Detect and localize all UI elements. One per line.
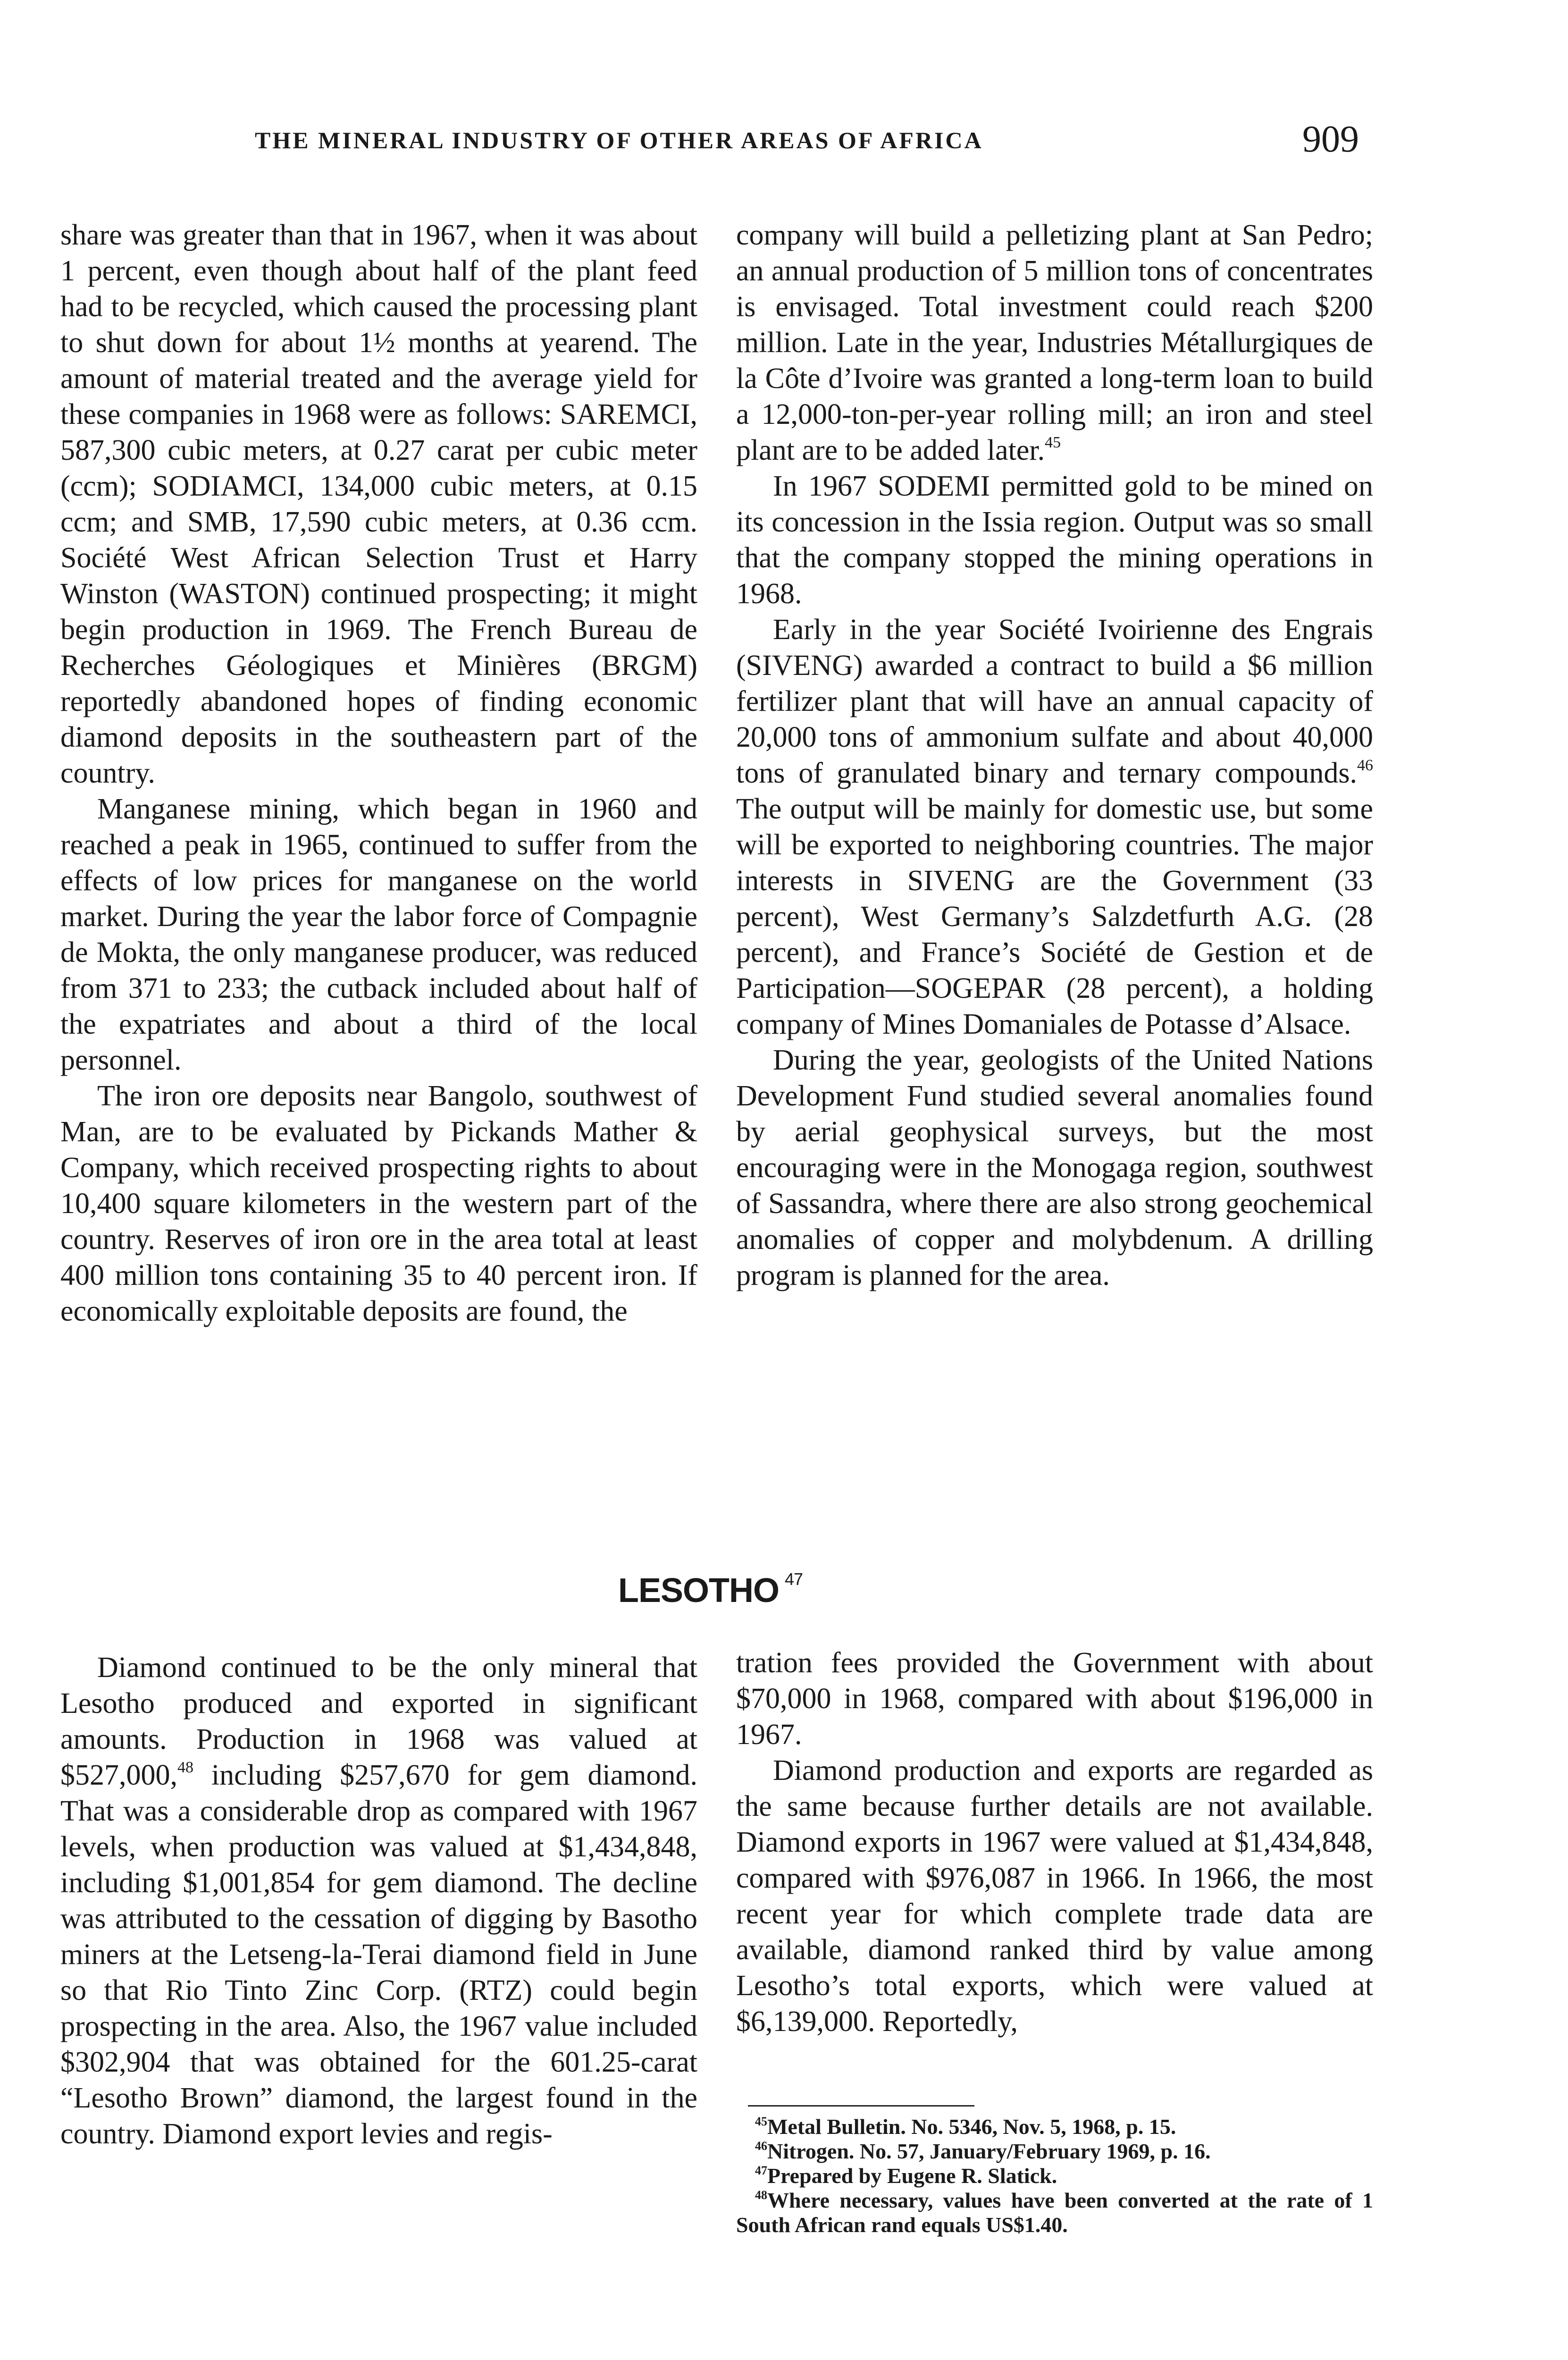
paragraph — [736, 612, 1373, 1042]
paragraph-text: including $257,670 for gem diamond. That was a considerable drop as compared with 1967 levels, when production was valued at $1,434,848, including $1,001,854 for gem diamond. The decline was attributed to the cessation of digging by Basotho miners at the Letseng-la-Terai diamond field in June so that Rio Tinto Zinc Corp. (RTZ) could begin prospecting in the area. Also, the 1967 value included $302,904 that was obtained for the 601.25-carat “Lesotho Brown” diamond, the largest found in the country. Diamond export levies and regis- — [60, 1759, 697, 2150]
paragraph — [60, 1650, 697, 2152]
footnote — [736, 2115, 1373, 2139]
paragraph-text: Early in the year Société Ivoirienne des Engrais (SIVENG) awarded a contract to build a $6 million fertilizer plant that will have an annual capacity of 20,000 tons of ammonium sulfate and about 40,000 tons of granulated binary and ternary compounds. — [736, 614, 1373, 789]
footnote-divider — [748, 2105, 974, 2107]
footnote-number: 46 — [755, 2139, 767, 2153]
paragraph: share was greater than that in 1967, when it was about 1 percent, even though about half of the plant feed had to be recycled, which caused the processing plant to shut down for about 1½ months at yearend. The amount of material treated and the average yield for these companies in 1968 were as follows: SAREMCI, 587,300 cubic meters, at 0.27 carat per cubic meter (ccm); SODIAMCI, 134,000 cubic meters, at 0.15 ccm; and SMB, 17,590 cubic meters, at 0.36 ccm. Société West African Selection Trust et Harry Winston (WASTON) continued prospecting; it might begin production in 1969. The French Bureau de Recherches Géologiques et Minières (BRGM) reportedly abandoned hopes of finding economic diamond deposits in the southeastern part of the country. — [60, 219, 697, 789]
paragraph-text: Diamond continued to be the only mineral that Lesotho produced and exported in significant amounts. Production in 1968 was valued at $527,000, — [60, 1652, 697, 1791]
section-title: LESOTHO — [618, 1572, 780, 1610]
footnote — [736, 2139, 1373, 2164]
top-right-column — [736, 217, 1373, 1293]
paragraph-text: company will build a pelletizing plant at San Pedro; an annual production of 5 million tons of concentrates is envisaged. Total investment could reach $200 million. Late in the year, Industries Métallurgiques de la Côte d’Ivoire was granted a long-term loan to build a 12,000-ton-per-year rolling mill; an iron and steel plant are to be added later. — [736, 219, 1373, 466]
footnote-ref: 48 — [177, 1759, 193, 1776]
footnote-text: Where necessary, values have been converted at the rate of 1 South African rand equals US$1.40. — [736, 2188, 1373, 2237]
footnote-ref: 45 — [1045, 434, 1061, 451]
footnote-ref: 46 — [1357, 757, 1373, 774]
footnotes — [736, 2115, 1373, 2237]
running-title: THE MINERAL INDUSTRY OF OTHER AREAS OF AFRICA — [255, 127, 983, 153]
footnote-text: Nitrogen. No. 57, January/February 1969, p. 16. — [767, 2139, 1211, 2163]
paragraph: Manganese mining, which began in 1960 and reached a peak in 1965, continued to suffer from the effects of low prices for manganese on the world market. During the year the labor force of Compagnie de Mokta, the only manganese producer, was reduced from 371 to 233; the cutback included about half of the expatriates and about a third of the local personnel. — [60, 793, 697, 1076]
footnote-number: 48 — [755, 2188, 767, 2202]
bottom-left-column — [60, 1650, 697, 2152]
paragraph: The iron ore deposits near Bangolo, southwest of Man, are to be evaluated by Pickands Mather & Company, which received prospecting rights to about 10,400 square kilometers in the western part of the country. Reserves of iron ore in the area total at least 400 million tons containing 35 to 40 percent iron. If economically exploitable deposits are found, the — [60, 1080, 697, 1327]
paragraph: During the year, geologists of the United Nations Development Fund studied several anomalies found by aerial geophysical surveys, but the most encouraging were in the Monogaga region, southwest of Sassandra, where there are also strong geochemical anomalies of copper and molybdenum. A drilling program is planned for the area. — [736, 1044, 1373, 1291]
footnote-text: Prepared by Eugene R. Slatick. — [767, 2164, 1057, 2188]
section-heading — [618, 1569, 803, 1610]
footnote — [736, 2188, 1373, 2237]
running-header — [255, 126, 1420, 154]
bottom-right-column — [736, 1645, 1373, 2040]
footnote-number: 47 — [755, 2164, 767, 2177]
footnote-ref: 47 — [785, 1569, 803, 1589]
paragraph-text: The output will be mainly for domestic use, but some will be exported to neighboring countries. The major interests in SIVENG are the Government (33 percent), West Germany’s Salzdetfurth A.G. (28 percent), and France’s Société de Gestion et de Participation—SOGEPAR (28 percent), a holding company of Mines Domaniales de Potasse d’Alsace. — [736, 793, 1373, 1040]
paragraph — [736, 217, 1373, 468]
footnote-number: 45 — [755, 2115, 767, 2128]
footnote-text: Metal Bulletin. No. 5346, Nov. 5, 1968, p. 15. — [767, 2115, 1176, 2139]
page-number: 909 — [1302, 118, 1359, 160]
paragraph: In 1967 SODEMI permitted gold to be mined on its concession in the Issia region. Output was so small that the company stopped the mining operations in 1968. — [736, 470, 1373, 610]
paragraph: Diamond production and exports are regarded as the same because further details are not available. Diamond exports in 1967 were valued at $1,434,848, compared with $976,087 in 1966. In 1966, the most recent year for which complete trade data are available, diamond ranked third by value among Lesotho’s total exports, which were valued at $6,139,000. Reportedly, — [736, 1754, 1373, 2038]
paragraph: tration fees provided the Government with about $70,000 in 1968, compared with about $196,000 in 1967. — [736, 1647, 1373, 1751]
footnote — [736, 2164, 1373, 2188]
top-left-column — [60, 217, 697, 1329]
